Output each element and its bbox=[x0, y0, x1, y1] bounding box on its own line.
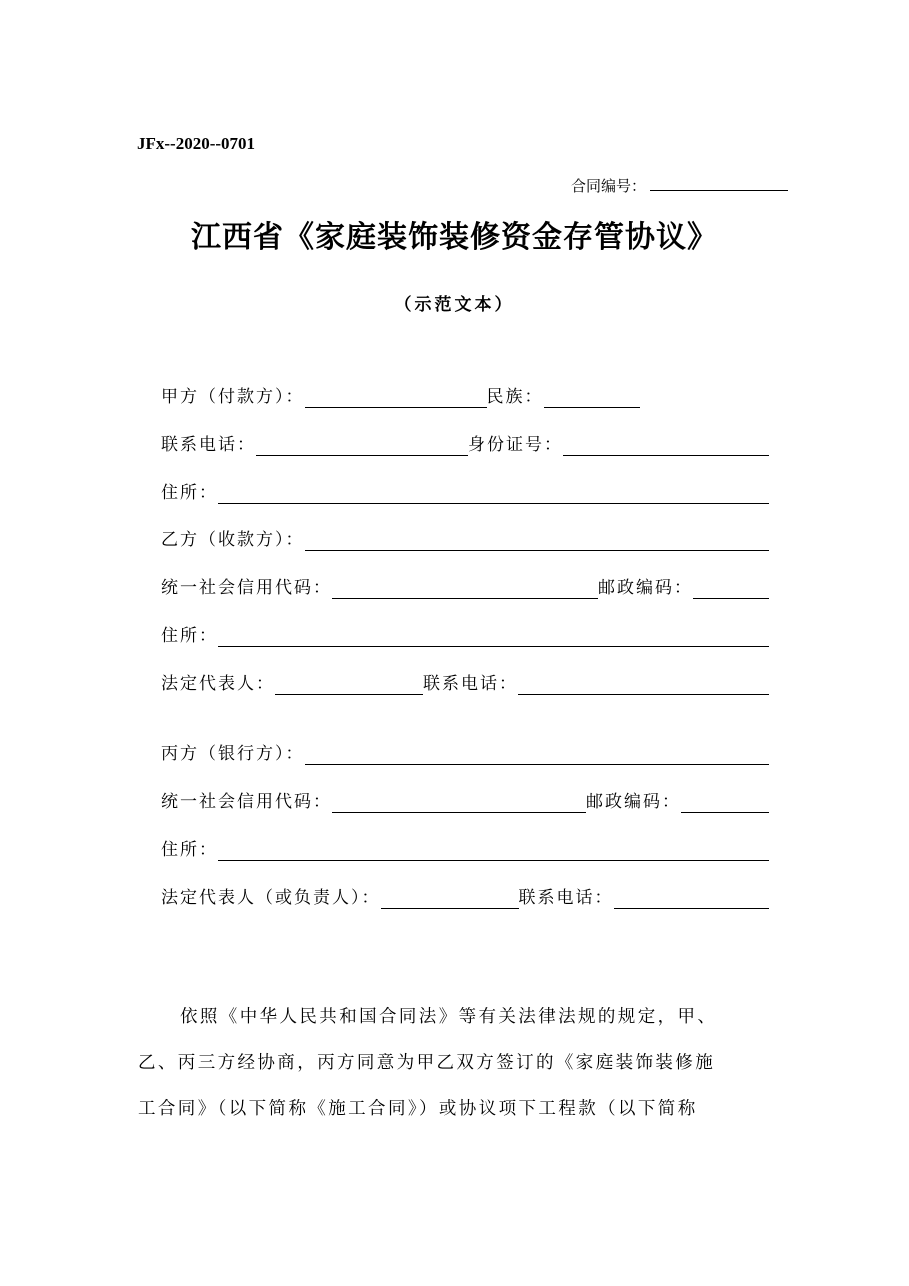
party-a-address-label: 住所： bbox=[161, 483, 218, 503]
party-a-ethnicity-blank[interactable] bbox=[544, 385, 640, 408]
party-c-rep-label: 法定代表人（或负责人）： bbox=[161, 888, 381, 908]
party-b-row bbox=[161, 523, 769, 551]
party-c-credit-code-label: 统一社会信用代码： bbox=[161, 792, 332, 812]
party-b-rep-label: 法定代表人： bbox=[161, 674, 275, 694]
party-b-credit-code-blank[interactable] bbox=[332, 576, 598, 599]
party-c-rep-row bbox=[161, 881, 769, 909]
party-b-rep-row bbox=[161, 667, 769, 695]
party-b-phone-blank[interactable] bbox=[518, 672, 769, 695]
party-b-credit-code-label: 统一社会信用代码： bbox=[161, 578, 332, 598]
party-a-phone-blank[interactable] bbox=[256, 433, 468, 456]
document-code: JFx--2020--0701 bbox=[137, 134, 256, 153]
party-a-label: 甲方（付款方）： bbox=[161, 387, 305, 407]
party-c-address-label: 住所： bbox=[161, 840, 218, 860]
contract-number-label: 合同编号： bbox=[571, 177, 647, 195]
party-c-credit-code-blank[interactable] bbox=[332, 790, 586, 813]
party-b-address-label: 住所： bbox=[161, 626, 218, 646]
party-c-label: 丙方（银行方）： bbox=[161, 744, 305, 764]
party-c-name-blank[interactable] bbox=[305, 742, 770, 765]
party-b-address-row bbox=[161, 619, 769, 647]
body-line-2: 乙、丙三方经协商，丙方同意为甲乙双方签订的《家庭装饰装修施 bbox=[138, 1053, 716, 1073]
party-c-row bbox=[161, 737, 769, 765]
party-b-rep-blank[interactable] bbox=[275, 672, 423, 695]
party-b-credit-row bbox=[161, 571, 769, 599]
party-c-phone-label: 联系电话： bbox=[518, 888, 614, 908]
contract-number-field bbox=[571, 175, 788, 196]
party-b-name-blank[interactable] bbox=[305, 528, 770, 551]
party-a-id-blank[interactable] bbox=[563, 433, 769, 456]
party-c-address-row bbox=[161, 833, 769, 861]
party-b-address-blank[interactable] bbox=[218, 624, 769, 647]
party-c-credit-row bbox=[161, 785, 769, 813]
party-b-postcode-blank[interactable] bbox=[693, 576, 769, 599]
party-a-row bbox=[161, 380, 769, 408]
party-b-phone-label: 联系电话： bbox=[423, 674, 518, 694]
party-b-label: 乙方（收款方）： bbox=[161, 530, 305, 550]
party-c-phone-blank[interactable] bbox=[614, 886, 770, 909]
party-b-postcode-label: 邮政编码： bbox=[598, 578, 693, 598]
party-c-postcode-label: 邮政编码： bbox=[586, 792, 681, 812]
document-title: 江西省《家庭装饰装修资金存管协议》 bbox=[191, 220, 718, 255]
party-c-address-blank[interactable] bbox=[218, 838, 769, 861]
party-c-postcode-blank[interactable] bbox=[681, 790, 769, 813]
body-line-1: 依照《中华人民共和国合同法》等有关法律法规的规定，甲、 bbox=[180, 1007, 718, 1027]
party-c-rep-blank[interactable] bbox=[381, 886, 519, 909]
body-line-3: 工合同》（以下简称《施工合同》）或协议项下工程款（以下简称 bbox=[138, 1099, 698, 1119]
contract-number-blank[interactable] bbox=[650, 176, 788, 191]
party-a-phone-label: 联系电话： bbox=[161, 435, 256, 455]
party-a-contact-row bbox=[161, 428, 769, 456]
party-a-address-blank[interactable] bbox=[218, 481, 769, 504]
party-a-name-blank[interactable] bbox=[305, 385, 487, 408]
party-a-address-row bbox=[161, 476, 769, 504]
document-subtitle: （示范文本） bbox=[394, 295, 515, 315]
party-a-id-label: 身份证号： bbox=[468, 435, 563, 455]
party-a-ethnicity-label: 民族： bbox=[486, 387, 544, 407]
